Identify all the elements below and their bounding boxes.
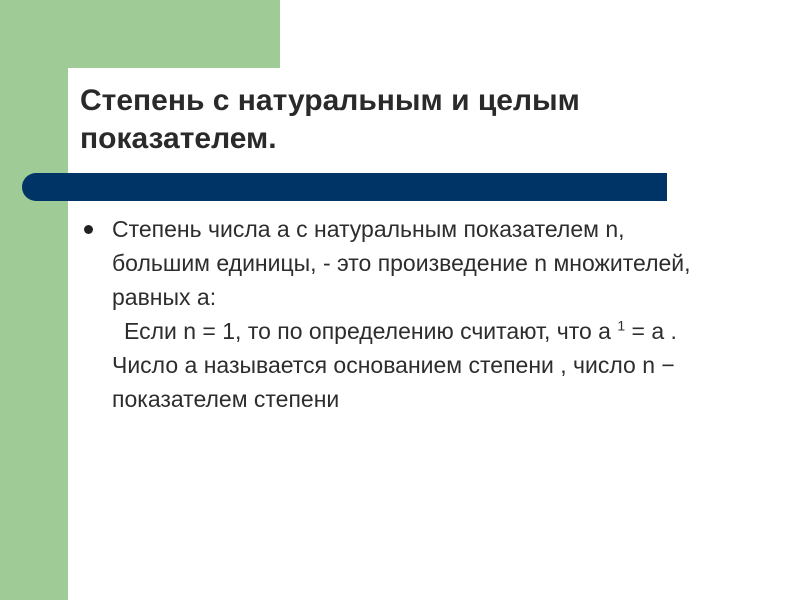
decor-green-strip	[0, 0, 68, 600]
definition-text-part2: = а . Число а называется основанием степени , число n − показателем степени	[112, 318, 677, 412]
decor-green-block	[0, 0, 280, 68]
definition-paragraph	[80, 314, 720, 416]
bullet-text: Степень числа а с натуральным показателем n, большим единицы, - это произведение n множителей, равных а:	[112, 216, 691, 310]
title-underline-bar	[22, 173, 667, 201]
bullet-dot-icon	[84, 225, 93, 234]
definition-text-part1: Если n = 1, то по определению считают, что а	[124, 318, 618, 344]
slide-title: Степень с натуральным и целым показателем.	[80, 84, 580, 155]
exponent-superscript: 1	[617, 317, 626, 334]
slide-body	[80, 212, 720, 416]
bullet-item	[80, 212, 720, 314]
